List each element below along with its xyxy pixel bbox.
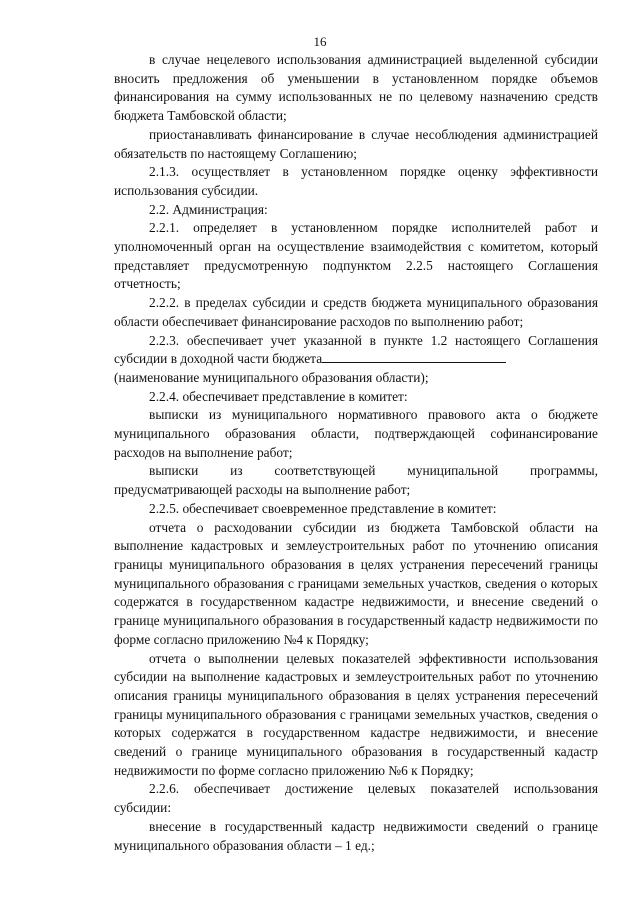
paragraph: 2.2.5. обеспечивает своевременное представление в комитет:: [149, 500, 497, 516]
paragraph-with-blank: [114, 332, 598, 369]
paragraph: 2.2.6. обеспечивает достижение целевых показателей использования субсидии:: [114, 781, 598, 816]
paragraph: 2.2.4. обеспечивает представление в комитет:: [149, 388, 408, 404]
page-number: 16: [313, 34, 327, 49]
paragraph: 2.2.2. в пределах субсидии и средств бюджета муниципального образования области обеспечивает финансирование расходов по выполнению работ;: [114, 295, 598, 329]
paragraph: приостанавливать финансирование в случае несоблюдения администрацией обязательств по настоящему Соглашению;: [114, 126, 598, 161]
paragraph-text: 2.2.3. обеспечивает учет указанной в пункте 1.2 настоящего Соглашения субсидии в доходной части бюджета: [114, 332, 598, 367]
document-body: [114, 51, 598, 855]
paragraph: в случае нецелевого использования администрацией выделенной субсидии вносить предложения об уменьшении в установленном порядке объемов финансирования на сумму использованных не по целевому назначению средств бюджета Тамбовской области;: [114, 52, 598, 124]
paragraph: (наименование муниципального образования области);: [114, 369, 429, 385]
paragraph: 2.2. Администрация:: [149, 201, 268, 217]
paragraph: отчета о выполнении целевых показателей эффективности использования субсидии на выполнение кадастровых и землеустроительных работ по уточнению описания границы муниципального образования в целях устранения пересечений границы муниципального образования с границами земельных участков, сведения о которых содержатся в государственном кадастре недвижимости, и внесение сведений о границе муниципального образования в государственный кадастр недвижимости по форме согласно приложению №6 к Порядку;: [114, 650, 598, 778]
paragraph: выписки из соответствующей муниципальной программы, предусматривающей расходы на выполнение работ;: [114, 463, 598, 498]
paragraph: 2.2.1. определяет в установленном порядке исполнителей работ и уполномоченный орган на осуществление взаимодействия с комитетом, который представляет предусмотренную подпунктом 2.2.5 настоящего Соглашения отчетность;: [114, 220, 598, 292]
paragraph: отчета о расходовании субсидии из бюджета Тамбовской области на выполнение кадастровых и землеустроительных работ по уточнению описания границы муниципального образования в целях устранения пересечений границы муниципального образования с границами земельных участков, сведения о которых содержатся в государственном кадастре недвижимости, и внесение сведений о границе муниципального образования в государственный кадастр недвижимости по форме согласно приложению №4 к Порядку;: [114, 519, 598, 647]
paragraph: 2.1.3. осуществляет в установленном порядке оценку эффективности использования субсидии.: [114, 164, 598, 198]
paragraph: внесение в государственный кадастр недвижимости сведений о границе муниципального образования области – 1 ед.;: [114, 818, 598, 853]
paragraph: выписки из муниципального нормативного правового акта о бюджете муниципального образования области, подтверждающей софинансирование расходов на выполнение работ;: [114, 407, 598, 460]
fill-in-blank-line: [322, 350, 506, 363]
